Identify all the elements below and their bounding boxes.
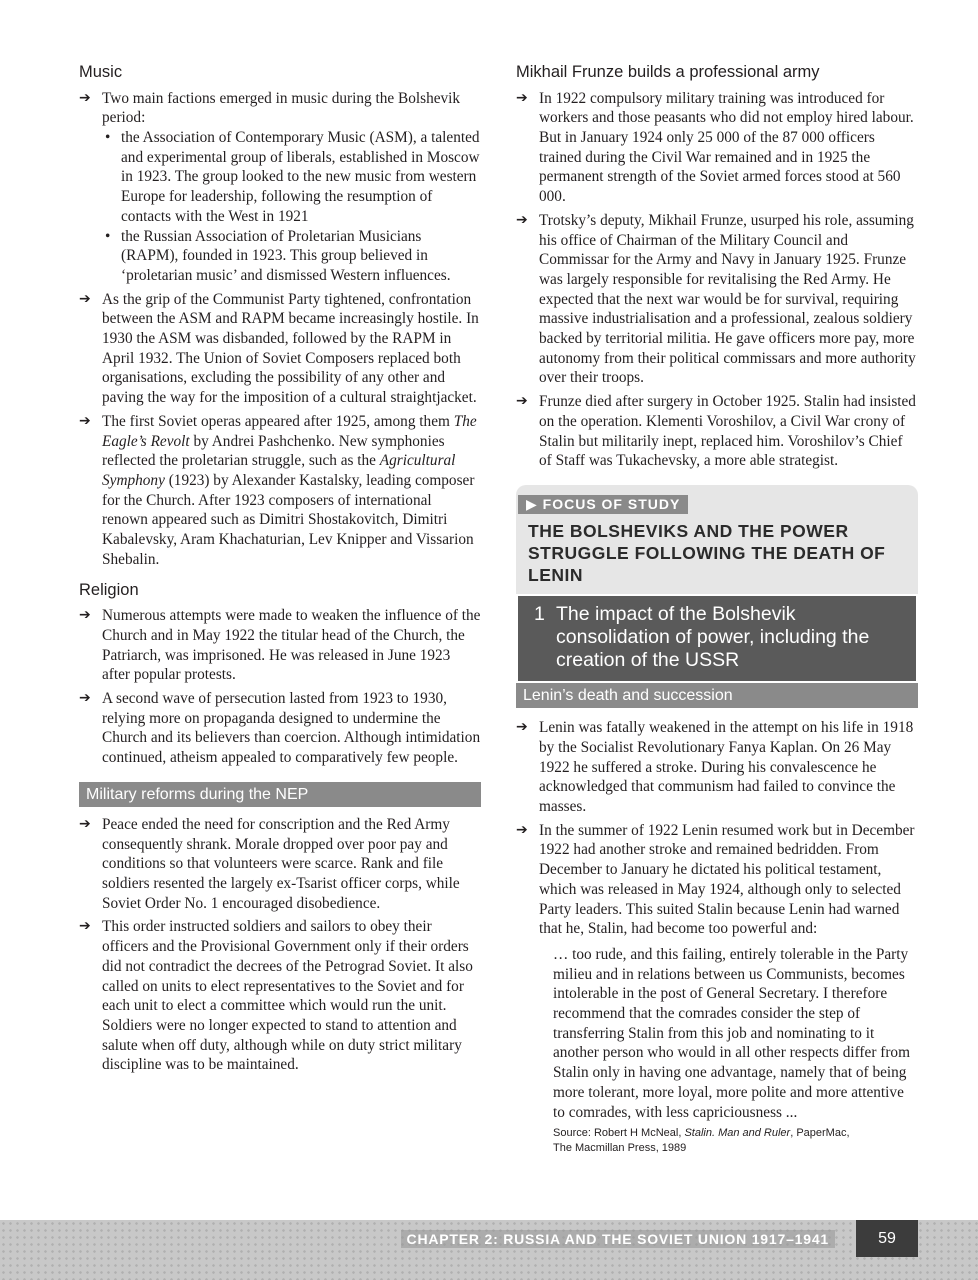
religion-list bbox=[79, 606, 481, 768]
list-item: ➔ A second wave of persecution lasted from 1923 to 1930, relying more on propaganda designed to undermine the Church and its believers than coercion. Although intimidation continued, atheism appealed to comparatively few people. bbox=[79, 689, 481, 767]
symphony-title: Agricultural Symphony bbox=[102, 452, 456, 489]
list-item: ➔ Numerous attempts were made to weaken the influence of the Church and in May 1922 the titular head of the Church, the Patriarch, was imprisoned. He was released in June 1923 after popular protests. bbox=[79, 607, 481, 684]
chapter-title: CHAPTER 2: RUSSIA AND THE SOVIET UNION 1917–1941 bbox=[401, 1230, 835, 1248]
arrow-icon: ➔ bbox=[79, 689, 91, 706]
lenin-list bbox=[516, 718, 918, 1156]
focus-of-study-tag: ▶ FOCUS OF STUDY bbox=[518, 495, 688, 514]
list-item: ➔ In 1922 compulsory military training was introduced for workers and those peasants who did not employ hired labour. But in January 1924 only 25 000 of the 87 000 officers trained during the Civil War remained and in 1925 the permanent strength of the Soviet armed forces stood at 560 000. bbox=[516, 89, 914, 206]
frunze-section bbox=[516, 62, 918, 471]
military-list bbox=[79, 815, 481, 1075]
list-item: ➔ Trotsky’s deputy, Mikhail Frunze, usurped his role, assuming his office of Chairman of the Military Council and Commissar for the Army and Navy in January 1925. Frunze was largely responsible for revitalising the Red Army. He expected that the next war would be for survival, requiring massive industrialisation and a professional, zealous soldiery backed by territorial militia. He gave officers more pay, more autonomy from their political commissars and more authority over their troops. bbox=[516, 211, 916, 387]
impact-title: The impact of the Bolshevik consolidation of power, including the creation of the USSR bbox=[556, 602, 870, 671]
list-item: ➔ Lenin was fatally weakened in the attempt on his life in 1918 by the Socialist Revolutionary Fanya Kaplan. On 26 May 1922 he suffered a stroke. During his convalescence he acknowledged that communism had failed to convince the masses. bbox=[516, 719, 914, 815]
lenin-heading: Lenin’s death and succession bbox=[516, 683, 918, 708]
arrow-icon: ➔ bbox=[516, 89, 528, 106]
music-section bbox=[79, 62, 481, 570]
focus-of-study-panel bbox=[516, 485, 918, 683]
military-heading: Military reforms during the NEP bbox=[79, 782, 481, 807]
military-section bbox=[79, 782, 481, 1075]
bullet-icon: • bbox=[105, 129, 111, 147]
focus-title: THE BOLSHEVIKS AND THE POWER STRUGGLE FOLLOWING THE DEATH OF LENIN bbox=[528, 520, 886, 585]
frunze-list bbox=[516, 89, 918, 471]
list-item: ➔ Two main factions emerged in music during the Bolshevik period: • the Association of Contemporary Music (ASM), a talented and experimental group of liberals, established in Moscow in 1923. The group looked to the new music from western Europe for leadership, following the resumption of contacts with the West in 1921 • the Russian Association of Proletarian Musicians (RAPM), founded in 1923. This group believed in ‘proletarian music’ and dismissed Western influences. bbox=[79, 89, 480, 284]
list-item: • the Russian Association of Proletarian Musicians (RAPM), founded in 1923. This group believed in ‘proletarian music’ and dismissed Western influences. bbox=[105, 227, 451, 284]
arrow-icon: ➔ bbox=[79, 89, 91, 106]
music-heading: Music bbox=[79, 63, 123, 81]
bullet-icon: • bbox=[105, 227, 111, 245]
quote-source: Source: Robert H McNeal, Stalin. Man and Ruler, PaperMac, The Macmillan Press, 1989 bbox=[553, 1127, 850, 1155]
list-item: ➔ As the grip of the Communist Party tightened, confrontation between the ASM and RAPM became increasingly hostile. In 1930 the ASM was disbanded, followed by the RAPM in April 1932. The Union of Soviet Composers replaced both organisations, excluding the possibility of any other and paving the way for the imposition of a cultural straightjacket. bbox=[79, 290, 479, 407]
arrow-icon: ➔ bbox=[79, 918, 91, 935]
arrow-icon: ➔ bbox=[516, 821, 528, 838]
arrow-icon: ➔ bbox=[516, 211, 528, 228]
impact-heading bbox=[516, 594, 918, 683]
page-footer bbox=[0, 1220, 978, 1280]
arrow-icon: ➔ bbox=[516, 393, 528, 410]
list-item: ➔ In the summer of 1922 Lenin resumed work but in December 1922 had another stroke and remained bedridden. From December to January he dictated his political testament, which was released in May 1924, although only to selected Party leaders. This suited Stalin because Lenin had warned that he, Stalin, had become too powerful and: … too rude, and this failing, entirely tolerable in the Party milieu and in relations between us Communists, becomes intolerable in the post of General Secretary. I therefore recommend that the comrades consider the step of transferring Stalin from this job and nominating to it another person who would in all other respects differ from Stalin only in having one advantage, namely that of being more tolerant, more loyal, more polite and more attentive to comrades, with less capriciousness ... Source: Robert H McNeal, Stalin. Man and Ruler, PaperMac, The Macmillan Press, 1989 bbox=[516, 821, 918, 1157]
lenin-section bbox=[516, 683, 918, 1156]
arrow-icon: ➔ bbox=[79, 607, 91, 624]
list-item: ➔ Peace ended the need for conscription and the Red Army consequently shrank. Morale dropped over poor pay and conditions so that volunteers were scarce. Rank and file soldiers resented the largely ex-Tsarist officer corps, while Soviet Order No. 1 encouraged disobedience. bbox=[79, 815, 460, 912]
opera-title: The Eagle’s Revolt bbox=[102, 412, 477, 450]
list-item: • the Association of Contemporary Music (ASM), a talented and experimental group of liberals, established in Moscow in 1923. The group looked to the new music from western Europe for leadership, following the resumption of contacts with the West in 1921 bbox=[105, 129, 480, 225]
left-column bbox=[79, 62, 481, 1079]
arrow-icon: ➔ bbox=[79, 290, 91, 307]
page-number: 59 bbox=[856, 1220, 918, 1257]
impact-number: 1 bbox=[534, 602, 545, 625]
frunze-heading: Mikhail Frunze builds a professional army bbox=[516, 63, 820, 81]
arrow-icon: ➔ bbox=[516, 719, 528, 736]
religion-heading: Religion bbox=[79, 580, 139, 599]
list-item: ➔ The first Soviet operas appeared after 1925, among them The Eagle’s Revolt by Andrei Pashchenko. New symphonies reflected the proletarian struggle, such as the Agricultural Symphony (1923) by Alexander Kastalsky, leading composer for the Church. After 1923 composers of international renown appeared such as Dimitri Shostakovitch, Dimitri Kabalevsky, Aram Khachaturian, Lev Knipper and Vissarion Shebalin. bbox=[79, 412, 477, 568]
faction-list bbox=[102, 128, 481, 286]
lenin-quote: … too rude, and this failing, entirely tolerable in the Party milieu and in relations between us Communists, becomes intolerable in the post of General Secretary. I therefore recommend that the comrades consider the step of transferring Stalin from this job and nominating to it another person who would in all other respects differ from Stalin only in having one advantage, namely that of being more tolerant, more loyal, more polite and more attentive to comrades, with less capriciousness ... bbox=[553, 945, 910, 1121]
arrow-icon: ➔ bbox=[79, 412, 91, 429]
right-column bbox=[516, 62, 918, 1160]
list-item: ➔ Frunze died after surgery in October 1925. Stalin had insisted on the operation. Klementi Voroshilov, a Civil War crony of Stalin but militarily inept, replaced him. Voroshilov’s Chief of Staff was Tukachevsky, a more able strategist. bbox=[516, 393, 916, 470]
list-item: ➔ This order instructed soldiers and sailors to obey their officers and the Provisional Government only if their orders did not contradict the decrees of the Petrograd Soviet. It also called on units to elect representatives to the Soviet and for each unit to elect a committee which would run the unit. Soldiers were no longer expected to stand to attention and salute when off duty, although while on duty strict military discipline was to be maintained. bbox=[79, 918, 473, 1074]
arrow-icon: ➔ bbox=[79, 815, 91, 832]
music-list bbox=[79, 89, 481, 570]
religion-section bbox=[79, 580, 481, 768]
